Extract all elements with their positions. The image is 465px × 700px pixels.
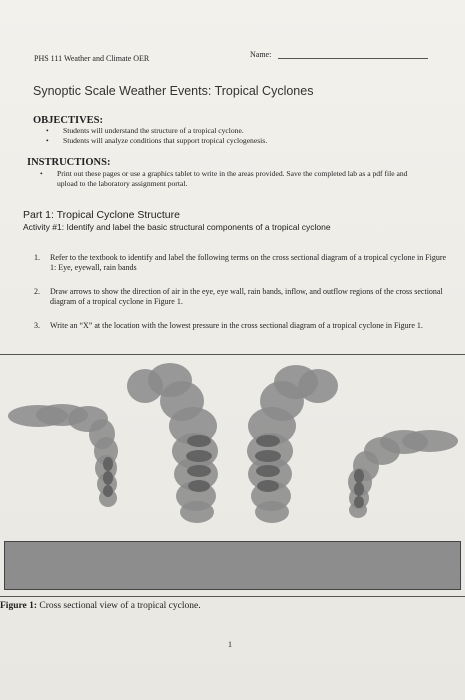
name-label: Name: <box>250 50 272 59</box>
tropical-cyclone-diagram <box>0 356 465 536</box>
step-text: Refer to the textbook to identify and label the following terms on the cross sectional diagram of a tropical cyclone in Figure 1: Eye, eyewall, rain bands <box>50 253 447 272</box>
name-line <box>278 58 428 59</box>
left-outer-rainband <box>8 404 118 507</box>
part-title: Part 1: Tropical Cyclone Structure <box>23 209 180 221</box>
divider <box>0 596 465 597</box>
ocean-surface-bar <box>4 541 461 590</box>
instruction-text: Print out these pages or use a graphics tablet to write in the areas provided. Save the completed lab as a pdf file and upload to the laboratory assignment portal. <box>57 169 408 188</box>
list-item <box>0 321 450 331</box>
objectives-heading: OBJECTIVES: <box>33 115 104 126</box>
bullet-icon: • <box>40 169 43 178</box>
list-item <box>27 169 427 188</box>
page-title: Synoptic Scale Weather Events: Tropical Cyclones <box>33 84 314 98</box>
right-outer-rainband <box>348 430 458 518</box>
step-text: Write an “X” at the location with the lowest pressure in the cross sectional diagram of a tropical cyclone in Figure 1. <box>50 321 423 330</box>
page-number: 1 <box>228 640 232 649</box>
bullet-icon: • <box>46 126 49 135</box>
caption-text: Cross sectional view of a tropical cyclone. <box>37 601 201 611</box>
list-item <box>0 253 450 273</box>
steps-list <box>0 253 450 345</box>
course-header: PHS 111 Weather and Climate OER <box>34 54 150 63</box>
step-text: Draw arrows to show the direction of air in the eye, eye wall, rain bands, inflow, and outflow regions of the cross sectional diagram of a tropical cyclone in Figure 1. <box>50 287 443 306</box>
bullet-icon: • <box>46 135 49 145</box>
instructions-heading: INSTRUCTIONS: <box>27 157 111 168</box>
rainband-cells <box>103 435 364 508</box>
list-item <box>33 136 433 146</box>
step-number: 3. <box>34 321 40 330</box>
divider <box>0 354 465 355</box>
step-number: 1. <box>34 253 40 262</box>
list-item <box>0 287 450 307</box>
step-number: 2. <box>34 287 40 296</box>
objectives-list <box>33 126 433 145</box>
figure-caption <box>0 601 201 611</box>
caption-label: Figure 1: <box>0 601 38 611</box>
instructions-list <box>27 169 427 188</box>
activity-text: Activity #1: Identify and label the basic structural components of a tropical cyclone <box>23 222 331 232</box>
list-item <box>33 126 433 136</box>
objective-text: Students will analyze conditions that support tropical cyclogenesis. <box>63 135 268 145</box>
objective-text: Students will understand the structure of a tropical cyclone. <box>63 126 244 135</box>
